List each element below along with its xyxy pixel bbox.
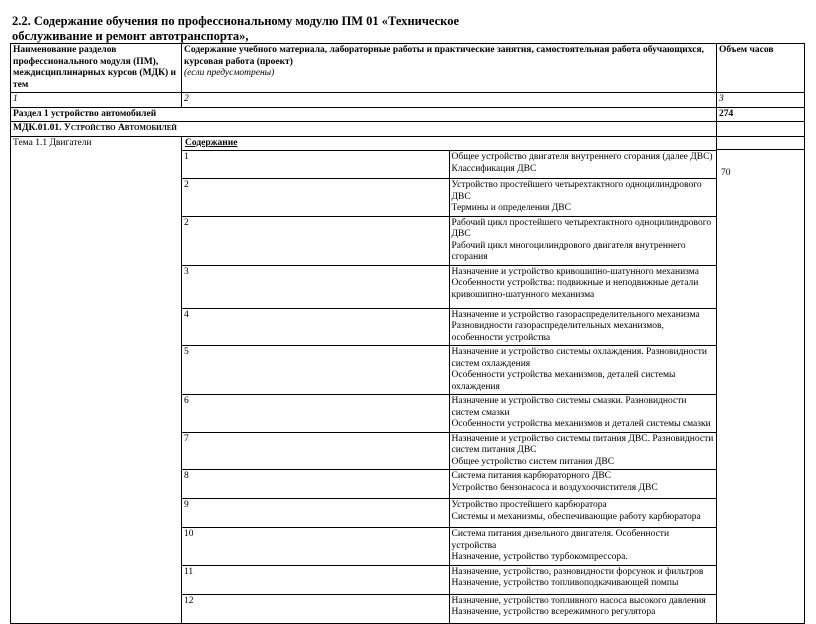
row-text <box>449 528 716 566</box>
row-text <box>449 432 716 470</box>
header-col1: Наименование разделов профессионального модуля (ПМ), междисциплинарных курсов (МДК) и тем <box>11 44 182 93</box>
row-line1: Система питания карбюраторного ДВС <box>451 471 611 481</box>
row-text <box>449 395 716 433</box>
row-line2: Особенности устройства: подвижные и неподвижные детали кривошипно-шатунного механизма <box>451 278 699 300</box>
page-title <box>12 14 512 44</box>
topic-content-table <box>182 137 716 624</box>
mdk-row <box>11 122 805 137</box>
topic-content <box>182 136 717 624</box>
column-number-2: 2 <box>182 93 717 108</box>
mdk-code: МДК.01.01. <box>13 123 62 133</box>
row-line1: Устройство простейшего карбюратора <box>451 500 607 510</box>
row-number: 5 <box>182 346 449 395</box>
content-row <box>182 308 716 346</box>
row-number: 11 <box>182 565 449 594</box>
header-col2 <box>182 44 717 93</box>
row-line1: Назначение и устройство кривошипно-шатунного механизма <box>451 266 699 277</box>
curriculum-table <box>10 43 805 624</box>
header-row <box>11 44 805 93</box>
column-number-3: 3 <box>717 93 805 108</box>
page-title-line2: обслуживание и ремонт автотранспорта», <box>12 29 249 43</box>
row-text <box>449 470 716 499</box>
mdk-label <box>11 122 717 137</box>
row-number: 7 <box>182 432 449 470</box>
topic-hours: 70 <box>721 167 731 178</box>
row-line1: Общее устройство двигателя внутреннего сгорания (далее ДВС) <box>451 152 713 162</box>
row-line1: Назначение и устройство газораспределительного механизма <box>451 309 700 320</box>
topic-row <box>11 136 805 624</box>
column-number-1: 1 <box>11 93 182 108</box>
row-line1: Назначение и устройство системы смазки. Разновидности систем смазки <box>451 396 687 418</box>
page-title-line1: 2.2. Содержание обучения по профессиональному модулю ПМ 01 «Техническое <box>12 14 459 28</box>
row-number: 2 <box>182 179 449 217</box>
row-text <box>449 565 716 594</box>
row-text <box>449 265 716 308</box>
row-number: 8 <box>182 470 449 499</box>
row-number: 1 <box>182 151 449 179</box>
row-line2: Назначение, устройство турбокомпрессора. <box>451 552 628 562</box>
row-number: 12 <box>182 594 449 623</box>
content-row <box>182 216 716 265</box>
row-number: 4 <box>182 308 449 346</box>
row-number: 10 <box>182 528 449 566</box>
column-numbers-row <box>11 93 805 108</box>
content-row <box>182 594 716 623</box>
section-row <box>11 107 805 122</box>
content-header-row <box>182 137 716 151</box>
mdk-name: Устройство Автомобилей <box>63 123 177 133</box>
header-col3: Объем часов <box>717 44 805 93</box>
row-line2: Особенности устройства механизмов и деталей системы смазки <box>451 419 711 429</box>
content-row <box>182 565 716 594</box>
row-text <box>449 594 716 623</box>
row-line2: Системы и механизмы, обеспечивающие работу карбюратора <box>451 511 701 522</box>
row-number: 3 <box>182 265 449 308</box>
row-line2: Назначение, устройство топливоподкачивающей помпы <box>451 578 679 588</box>
row-line2: Устройство бензонасоса и воздухоочистителя ДВС <box>451 482 658 493</box>
topic-label: Тема 1.1 Двигатели <box>11 136 182 624</box>
row-line1: Система питания дизельного двигателя. Особенности устройства <box>451 529 670 551</box>
row-text <box>449 216 716 265</box>
row-number: 6 <box>182 395 449 433</box>
content-header: Содержание <box>182 137 716 151</box>
row-line2: Особенности устройства механизмов, деталей системы охлаждения <box>451 370 676 392</box>
content-row <box>182 528 716 566</box>
topic-hours-spacer <box>717 137 804 150</box>
row-line1: Устройство простейшего четырехтактного одноцилиндрового ДВС <box>451 180 702 202</box>
row-text <box>449 151 716 179</box>
content-row <box>182 265 716 308</box>
section-label: Раздел 1 устройство автомобилей <box>11 107 717 122</box>
row-line2: Назначение, устройство всережимного регулятора <box>451 607 656 617</box>
header-col2-note: (если предусмотрены) <box>184 68 275 78</box>
row-text <box>449 308 716 346</box>
row-line2: Общее устройство систем питания ДВС <box>451 456 615 467</box>
section-hours: 274 <box>717 107 805 122</box>
row-line1: Назначение, устройство, разновидности форсунок и фильтров <box>451 566 704 577</box>
row-text <box>449 179 716 217</box>
row-line2: Разновидности газораспределительных механизмов, особенности устройства <box>451 321 664 343</box>
content-row <box>182 151 716 179</box>
row-line1: Рабочий цикл простейшего четырехтактного одноцилиндрового ДВС <box>451 217 712 239</box>
topic-hours-cell <box>717 136 805 624</box>
content-row <box>182 499 716 528</box>
mdk-hours-empty <box>717 122 805 137</box>
row-number: 2 <box>182 216 449 265</box>
row-text <box>449 499 716 528</box>
row-line2: Термины и определения ДВС <box>451 203 571 213</box>
row-line2: Рабочий цикл многоцилиндрового двигателя внутреннего сгорания <box>451 240 686 262</box>
row-number: 9 <box>182 499 449 528</box>
content-row <box>182 395 716 433</box>
row-line1: Назначение и устройство системы питания ДВС. Разновидности систем питания ДВС <box>451 433 714 455</box>
row-text <box>449 346 716 395</box>
content-row <box>182 179 716 217</box>
content-row <box>182 346 716 395</box>
row-line1: Назначение и устройство системы охлаждения. Разновидности систем охлаждения <box>451 347 707 369</box>
row-line2: Классификация ДВС <box>451 163 537 174</box>
content-row <box>182 470 716 499</box>
row-line1: Назначение, устройство топливного насоса высокого давления <box>451 595 706 606</box>
header-col2-main: Содержание учебного материала, лабораторные работы и практические занятия, самостоятельная работа обучающихся, курсовая работа (проект) <box>184 45 704 67</box>
content-row <box>182 432 716 470</box>
